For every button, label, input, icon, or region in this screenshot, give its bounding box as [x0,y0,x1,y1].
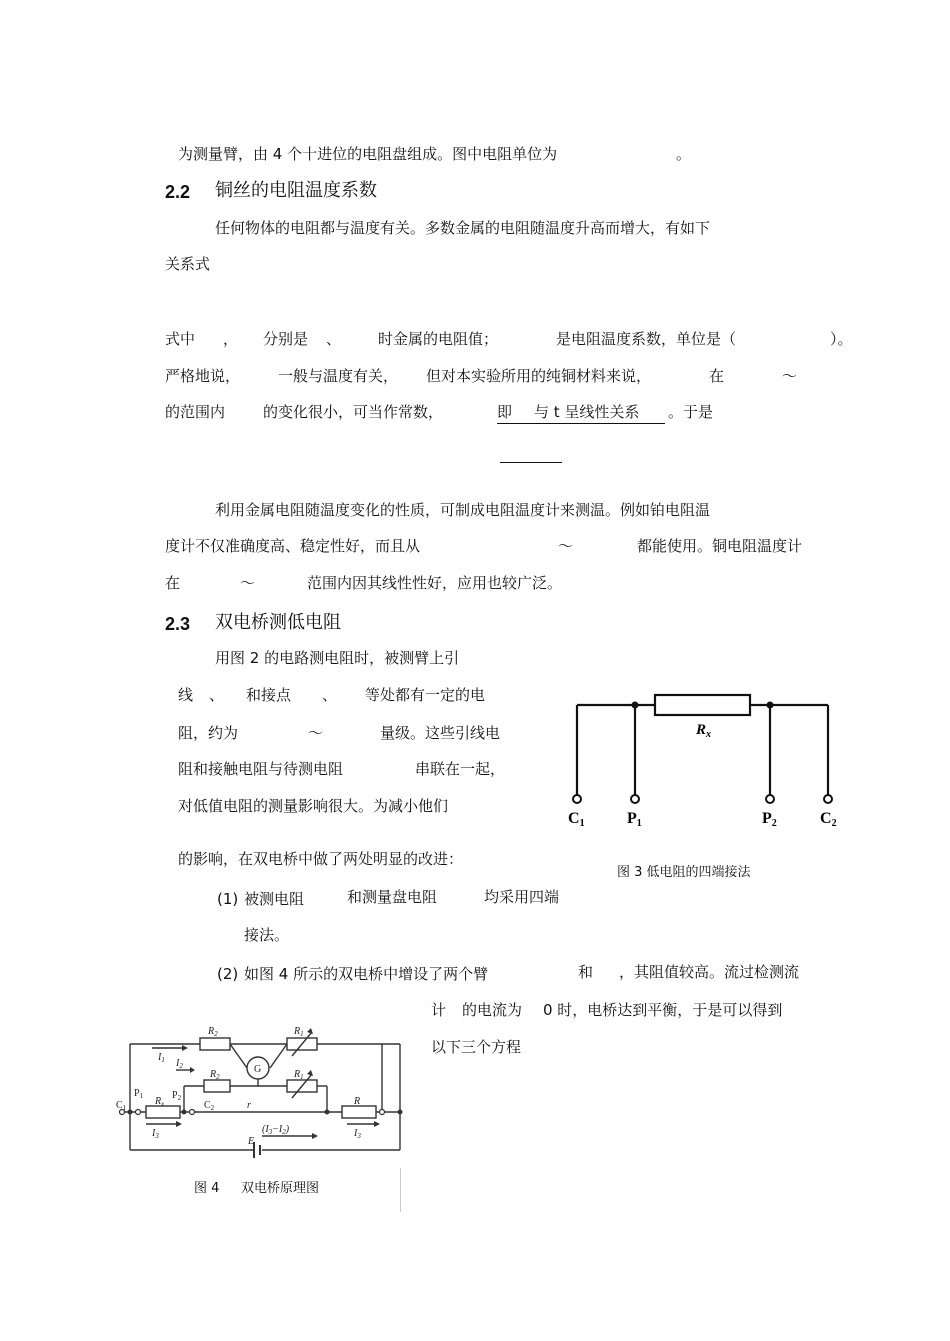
p4-l6: 的影响，在双电桥中做了两处明显的改进： [178,850,464,868]
p3-l2c: 都能使用。铜电阻温度计 [637,537,803,555]
item-1-number: (1) [217,890,239,908]
item-2-d: ，其阻值较高。流过检测流 [619,963,800,981]
fig4-label-i1: $I_1$ [158,1052,165,1064]
p4-l2a: 线 [178,686,194,704]
fig4-label-p1: $P_1$ [134,1088,144,1100]
p4-l1: 用图 2 的电路测电阻时，被测臂上引 [215,649,460,667]
p2-f: 是电阻温度系数，单位是（ [556,330,737,348]
section-2-2-title: 铜丝的电阻温度系数 [215,180,377,201]
p2-l3b: 的变化很小，可当作常数， [263,403,444,421]
p2-l2d: 在 [709,367,725,385]
fig3-c2-label: C2 [820,810,837,829]
p4-l2e: 等处都有一定的电 [365,686,486,704]
section-2-3-title: 双电桥测低电阻 [215,612,341,633]
item-2-c: 和 [578,963,594,981]
galvanometer-label: G [254,1064,262,1075]
fig4-label-c2: $C_2$ [204,1100,215,1112]
item-2-e: 计 [431,1001,447,1019]
item-1-d: 均采用四端 [484,888,560,906]
p3-l3b: ～ [240,574,256,592]
fig3-rx-label: $R_x$ [696,722,712,740]
p2-l3c: 即 [497,403,513,421]
item-2-number: (2) [217,965,239,983]
section-2-3-number: 2.3 [165,614,191,634]
fig4-label-i3-minus-i2: $(I_3-I_2)$ [262,1124,290,1136]
p3-l2b: ～ [558,537,574,555]
intro-line-end: 。 [676,145,692,163]
p3-l2a: 度计不仅准确度高、稳定性好，而且从 [165,537,421,555]
figure-4-double-bridge-diagram [112,1020,412,1165]
p2-l2b: 一般与温度有关， [278,367,399,385]
figure-4-caption-number: 图 4 [194,1181,220,1196]
p4-l2b: 、 [209,686,225,704]
p2-b: ， [223,330,239,348]
p2-l3d: 与 t 呈线性关系 [534,403,640,421]
fig4-label-r-small: r [247,1100,251,1111]
figure-4-divider [400,1168,401,1212]
para-1-line-2: 关系式 [165,255,211,273]
item-2-f: 的电流为 [462,1001,523,1019]
p4-l2d: 、 [322,686,338,704]
linear-relation-underlined [497,405,665,424]
p4-l4b: 串联在一起， [415,760,506,778]
item-2-h: 以下三个方程 [431,1038,522,1056]
fig4-label-c1: $C_1$ [116,1100,127,1112]
item-1-c: 和测量盘电阻 [347,888,438,906]
p2-l2e: ～ [782,367,798,385]
para-1-line-1: 任何物体的电阻都与温度有关。多数金属的电阻随温度升高而增大，有如下 [215,219,711,237]
fig4-label-i2: $I_2$ [176,1058,183,1070]
fig4-label-r1: $R_1$ [294,1026,304,1038]
fig3-c1-label: C1 [568,810,585,829]
p2-e: 时金属的电阻值； [378,330,499,348]
p3-l3a: 在 [165,574,181,592]
figure-3-four-terminal-diagram [565,685,855,830]
intro-line: 为测量臂，由 4 个十进位的电阻盘组成。图中电阻单位为 [178,145,558,163]
item-2-b: 如图 4 所示的双电桥中增设了两个臂 [244,965,489,983]
fig4-label-i3-left: $I_3$ [152,1128,159,1140]
fig4-label-i3-right: $I_3$ [354,1128,361,1140]
figure-4-caption-title: 双电桥原理图 [241,1181,320,1196]
item-1-e: 接法。 [244,926,290,944]
p4-l3b: ～ [308,724,324,742]
p2-d: 、 [326,330,342,348]
p2-c: 分别是 [263,330,309,348]
formula-fraction-bar [500,462,562,463]
fig4-label-r2: $R_2$ [208,1026,218,1038]
fig4-label-r: R [354,1096,361,1107]
p4-l3a: 阻，约为 [178,724,239,742]
fig4-label-r2-prime: $R_2$ [210,1069,220,1081]
section-2-2-number: 2.2 [165,182,191,202]
p4-l2c: 和接点 [246,686,292,704]
p3-l1: 利用金属电阻随温度变化的性质，可制成电阻温度计来测温。例如铂电阻温 [215,501,711,519]
p2-l2a: 严格地说， [165,367,241,385]
fig4-label-p2: $P_2$ [172,1090,182,1102]
fig4-label-r1-prime: $R_1$ [294,1069,304,1081]
p2-g: ）。 [830,330,853,348]
figure-3-caption: 图 3 低电阻的四端接法 [617,865,751,880]
item-2-g: 0 时，电桥达到平衡，于是可以得到 [543,1001,783,1019]
fig4-label-rx: $R_x$ [155,1096,165,1108]
fig4-label-e: E [248,1136,255,1147]
p2-l2c: 但对本实验所用的纯铜材料来说， [426,367,652,385]
p4-l5: 对低值电阻的测量影响很大。为减小他们 [178,797,449,815]
p2-l3e: 。于是 [668,403,714,421]
p3-l3c: 范围内因其线性性好，应用也较广泛。 [307,574,563,592]
fig3-p1-label: P1 [627,810,642,829]
p2-a: 式中 [165,330,196,348]
fig3-p2-label: P2 [762,810,777,829]
item-1-b: 被测电阻 [244,890,305,908]
p4-l4a: 阻和接触电阻与待测电阻 [178,760,344,778]
p4-l3c: 量级。这些引线电 [380,724,501,742]
p2-l3a: 的范围内 [165,403,226,421]
